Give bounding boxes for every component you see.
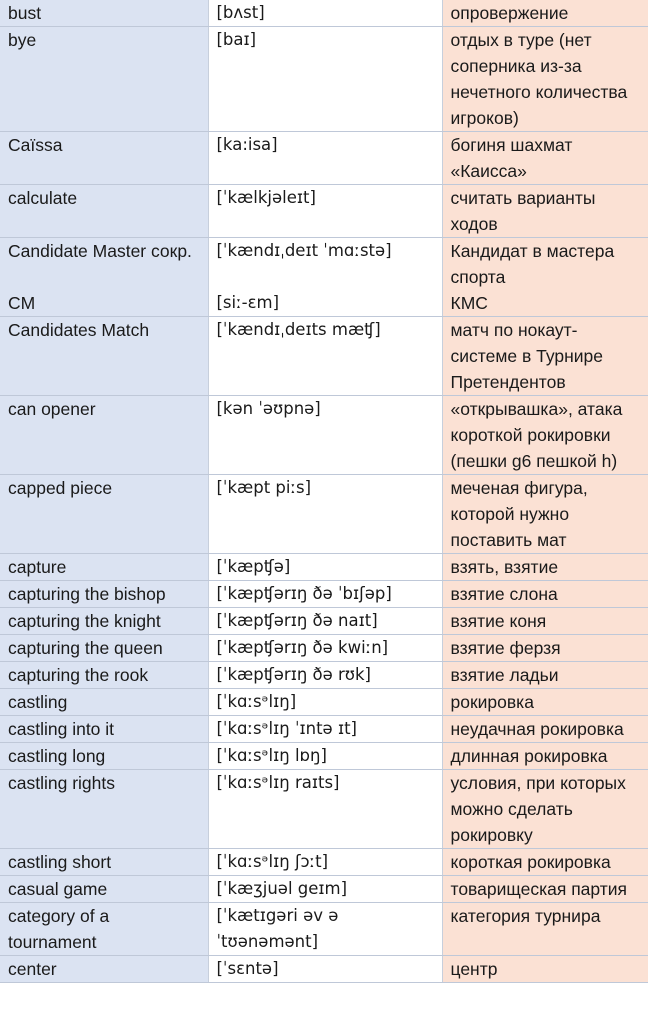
- transcription-cell: [ˈkɑːsᵊlɪŋ raɪts]: [208, 770, 442, 849]
- term-cell: castling into it: [0, 716, 208, 743]
- term-cell: can opener: [0, 396, 208, 475]
- term-cell: castling short: [0, 849, 208, 876]
- transcription-cell: [ˈkæʒjuəl geɪm]: [208, 876, 442, 903]
- table-row: [0, 716, 648, 743]
- transcription-cell: [bʌst]: [208, 0, 442, 27]
- transcription-cell: [ˈkæpʧərɪŋ ðə rʊk]: [208, 662, 442, 689]
- table-row: [0, 238, 648, 291]
- transcription-cell: [ˈkɑːsᵊlɪŋ lɒŋ]: [208, 743, 442, 770]
- transcription-cell: [ˈkæpʧərɪŋ ðə kwiːn]: [208, 635, 442, 662]
- table-row: [0, 185, 648, 238]
- transcription-cell: [ˈkæpt piːs]: [208, 475, 442, 554]
- translation-cell: товарищеская партия: [442, 876, 648, 903]
- table-row: [0, 132, 648, 185]
- term-cell: capturing the queen: [0, 635, 208, 662]
- term-cell: Candidates Match: [0, 317, 208, 396]
- table-row: [0, 608, 648, 635]
- translation-cell: взять, взятие: [442, 554, 648, 581]
- table-row: [0, 635, 648, 662]
- transcription-cell: [siː-ɛm]: [208, 290, 442, 317]
- table-row: [0, 581, 648, 608]
- translation-cell: категория турнира: [442, 903, 648, 956]
- transcription-cell: [baɪ]: [208, 27, 442, 132]
- term-cell: capturing the bishop: [0, 581, 208, 608]
- term-cell: Candidate Master сокр.: [0, 238, 208, 291]
- transcription-cell: [ka:isa]: [208, 132, 442, 185]
- translation-cell: условия, при которых можно сделать рокировку: [442, 770, 648, 849]
- translation-cell: КМС: [442, 290, 648, 317]
- transcription-cell: [ˈkæpʧə]: [208, 554, 442, 581]
- translation-cell: неудачная рокировка: [442, 716, 648, 743]
- table-row: [0, 0, 648, 27]
- translation-cell: короткая рокировка: [442, 849, 648, 876]
- term-cell: capturing the rook: [0, 662, 208, 689]
- table-row: [0, 903, 648, 956]
- transcription-cell: [ˈkɑːsᵊlɪŋ]: [208, 689, 442, 716]
- term-cell: castling: [0, 689, 208, 716]
- transcription-cell: [ˈkæpʧərɪŋ ðə naɪt]: [208, 608, 442, 635]
- translation-cell: богиня шахмат «Каисса»: [442, 132, 648, 185]
- term-cell: Caïssa: [0, 132, 208, 185]
- term-cell: capture: [0, 554, 208, 581]
- term-cell: category of a tournament: [0, 903, 208, 956]
- translation-cell: матч по нокаут-системе в Турнире Претендентов: [442, 317, 648, 396]
- term-cell: capped piece: [0, 475, 208, 554]
- translation-cell: Кандидат в мастера спорта: [442, 238, 648, 291]
- transcription-cell: [ˈkændɪˌdeɪts mæʧ]: [208, 317, 442, 396]
- translation-cell: меченая фигура, которой нужно поставить мат: [442, 475, 648, 554]
- translation-cell: длинная рокировка: [442, 743, 648, 770]
- transcription-cell: [ˈkæpʧərɪŋ ðə ˈbɪʃəp]: [208, 581, 442, 608]
- translation-cell: взятие слона: [442, 581, 648, 608]
- table-row: [0, 662, 648, 689]
- table-row: [0, 396, 648, 475]
- term-cell: capturing the knight: [0, 608, 208, 635]
- transcription-cell: [ˈkɑːsᵊlɪŋ ʃɔːt]: [208, 849, 442, 876]
- translation-cell: взятие ферзя: [442, 635, 648, 662]
- translation-cell: отдых в туре (нет соперника из-за нечетного количества игроков): [442, 27, 648, 132]
- transcription-cell: [ˈkælkjəleɪt]: [208, 185, 442, 238]
- transcription-cell: [ˈkændɪˌdeɪt ˈmɑːstə]: [208, 238, 442, 291]
- transcription-cell: [kən ˈəʊpnə]: [208, 396, 442, 475]
- table-row: [0, 689, 648, 716]
- translation-cell: опровержение: [442, 0, 648, 27]
- table-row: [0, 770, 648, 849]
- term-cell: center: [0, 956, 208, 983]
- table-row: [0, 27, 648, 132]
- term-cell: bust: [0, 0, 208, 27]
- translation-cell: «открывашка», атака короткой рокировки (пешки g6 пешкой h): [442, 396, 648, 475]
- term-cell: bye: [0, 27, 208, 132]
- term-cell: castling long: [0, 743, 208, 770]
- translation-cell: взятие ладьи: [442, 662, 648, 689]
- term-cell: calculate: [0, 185, 208, 238]
- table-row: [0, 876, 648, 903]
- table-row: [0, 475, 648, 554]
- table-row: [0, 290, 648, 317]
- translation-cell: считать варианты ходов: [442, 185, 648, 238]
- translation-cell: рокировка: [442, 689, 648, 716]
- table-row: [0, 849, 648, 876]
- transcription-cell: [ˈsɛntə]: [208, 956, 442, 983]
- term-cell: CM: [0, 290, 208, 317]
- translation-cell: взятие коня: [442, 608, 648, 635]
- table-row: [0, 554, 648, 581]
- table-row: [0, 317, 648, 396]
- term-cell: castling rights: [0, 770, 208, 849]
- transcription-cell: [ˈkætɪgəri əv ə ˈtʊənəmənt]: [208, 903, 442, 956]
- transcription-cell: [ˈkɑːsᵊlɪŋ ˈɪntə ɪt]: [208, 716, 442, 743]
- term-cell: casual game: [0, 876, 208, 903]
- translation-cell: центр: [442, 956, 648, 983]
- table-row: [0, 743, 648, 770]
- table-row: [0, 956, 648, 983]
